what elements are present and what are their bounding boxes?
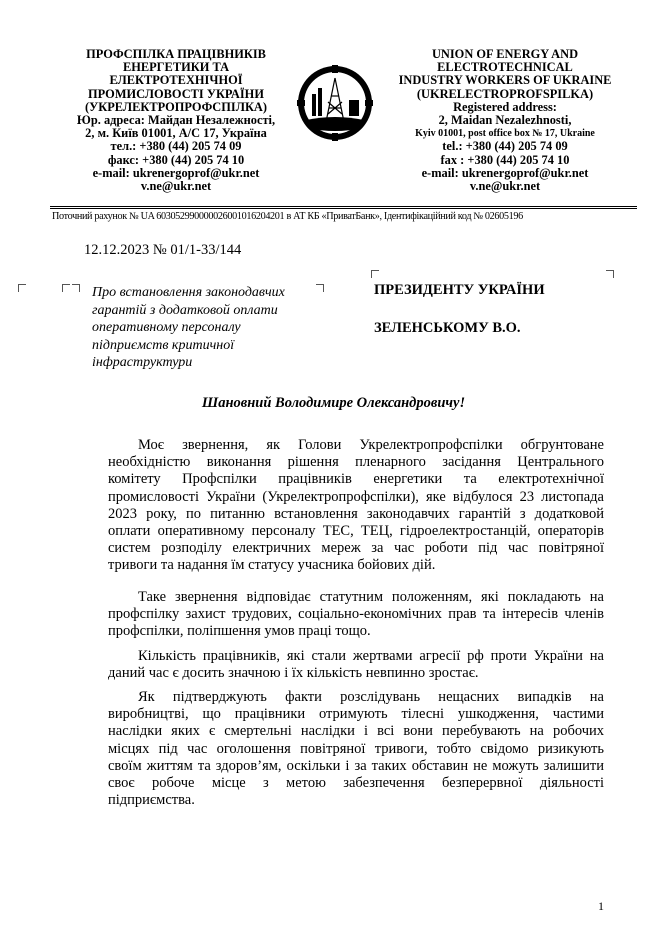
- address-line: 2, м. Київ 01001, А/С 17, Україна: [85, 126, 267, 141]
- letterhead-right: [385, 48, 625, 193]
- org-name-line: UNION OF ENERGY AND: [431, 47, 579, 61]
- body-paragraph: [108, 689, 604, 809]
- email-line: e-mail: ukrenergoprof@ukr.net: [92, 165, 260, 180]
- paragraph-line: місцях під час оголошення повітряної тривоги, тобто свідомо ризикують: [108, 740, 604, 757]
- org-name-line: ПРОФСПІЛКА ПРАЦІВНИКІВ: [86, 47, 266, 61]
- email-line: v.ne@ukr.net: [469, 179, 541, 194]
- addressee-name: ЗЕЛЕНСЬКОМУ В.О.: [374, 320, 521, 336]
- address-line: 2, Maidan Nezalezhnosti,: [438, 113, 572, 128]
- address-heading: Registered address:: [453, 99, 557, 114]
- fax-line: факс: +380 (44) 205 74 10: [107, 152, 245, 167]
- org-name-line: INDUSTRY WORKERS OF UKRAINE: [398, 73, 612, 88]
- paragraph-line: необхідністю виконання рішення пленарного засідання Центрального: [108, 454, 604, 471]
- page-number: 1: [598, 899, 604, 913]
- salutation: Шановний Володимире Олександровичу!: [201, 395, 466, 411]
- paragraph-line: 2023 року, по питанню встановлення законодавчих гарантій з додатковой: [108, 505, 604, 522]
- paragraph-line: промисловості України (Укрелектропрофспілки), яке відбулося 23 листопада: [108, 488, 604, 505]
- paragraph-line: Як підтверджують факти розслідувань нещасних випадків на: [138, 689, 604, 705]
- org-name-line: ELECTROTECHNICAL: [437, 60, 573, 75]
- bank-account-line: Поточний рахунок № UA 603052990000026001016204201 в АТ КБ «ПриватБанк», Ідентифікаційний код № 02605196: [52, 211, 523, 222]
- corner-mark: [62, 284, 70, 292]
- letterhead-left: [58, 48, 294, 193]
- addressee-title: ПРЕЗИДЕНТУ УКРАЇНИ: [374, 282, 545, 298]
- paragraph-line: тривоги та надання їм статусу учасника бойових дій.: [108, 557, 436, 574]
- corner-mark: [371, 270, 379, 278]
- paragraph-line: оплати оперативному персоналу ТЕС, ТЕЦ, гідроелектростанцій, операторів: [108, 522, 604, 539]
- paragraph-line: виробництві, що працівники отримують тілесні ушкодження, частими: [108, 706, 604, 723]
- corner-mark: [606, 270, 614, 278]
- corner-mark: [316, 284, 324, 292]
- paragraph-line: підприємства.: [108, 792, 195, 809]
- paragraph-line: комітету Профспілки працівників енергетики та електротехнічної: [108, 471, 604, 488]
- phone-line: тел.: +380 (44) 205 74 09: [110, 139, 242, 154]
- letter-subject: [92, 284, 317, 372]
- address-line: Юр. адреса: Майдан Незалежності,: [76, 113, 276, 128]
- subject-line: оперативному персоналу: [92, 320, 241, 335]
- email-line: e-mail: ukrenergoprof@ukr.net: [421, 165, 589, 180]
- paragraph-line: Моє звернення, як Голови Укрелектропрофспілки обгрунтоване: [138, 437, 604, 453]
- paragraph-line: своє робоче місце з метою забезпечення безперервної діяльності: [108, 774, 604, 791]
- header-divider: [50, 208, 637, 209]
- subject-line: Про встановлення законодавчих: [92, 285, 285, 300]
- phone-line: tel.: +380 (44) 205 74 09: [442, 139, 568, 154]
- subject-line: підприємств критичної: [92, 337, 235, 353]
- org-short-name: (УКРЕЛЕКТРОПРОФСПІЛКА): [84, 99, 268, 114]
- subject-line: гарантій з додатковой оплати: [92, 302, 278, 318]
- paragraph-line: Таке звернення відповідає статутним положенням, які покладають на: [138, 589, 604, 605]
- corner-mark: [18, 284, 26, 292]
- paragraph-line: профспілки, поліпшення умов праці тощо.: [108, 623, 371, 640]
- fax-line: fax : +380 (44) 205 74 10: [440, 152, 570, 167]
- paragraph-line: наслідки яких є смертельні наслідки і всі вони перебувають на робочих: [108, 723, 604, 740]
- document-date-number: 12.12.2023 № 01/1-33/144: [84, 242, 242, 258]
- paragraph-line: систем розподілу електричних мереж за час роботи під час повітряної: [108, 540, 604, 557]
- header-divider: [50, 206, 637, 207]
- paragraph-line: Кількість працівників, які стали жертвами агресії рф проти України на: [138, 648, 604, 664]
- email-line: v.ne@ukr.net: [140, 179, 212, 194]
- org-name-line: ЕНЕРГЕТИКИ ТА: [122, 60, 230, 75]
- org-short-name: (UKRELECTROPROFSPILKA): [416, 86, 594, 101]
- union-emblem-logo: [296, 64, 374, 142]
- subject-line: інфраструктури: [92, 355, 193, 370]
- body-paragraph: [108, 437, 604, 575]
- paragraph-line: даний час є досить значною і їх кількість невпинно зростає.: [108, 665, 479, 682]
- corner-mark: [72, 284, 80, 292]
- body-paragraph: [108, 648, 604, 682]
- org-name-line: ЕЛЕКТРОТЕХНІЧНОЇ: [109, 73, 243, 88]
- paragraph-line: профспілку захист трудових, соціально-економічних прав та інтересів членів: [108, 606, 604, 623]
- body-paragraph: [108, 589, 604, 641]
- org-name-line: ПРОМИСЛОВОСТІ УКРАЇНИ: [88, 86, 264, 101]
- paragraph-line: своїм життям та здоров’ям, оскільки і за таких обставин не можуть залишити: [108, 757, 604, 774]
- address-line: Kyiv 01001, post office box № 17, Ukraine: [415, 128, 595, 140]
